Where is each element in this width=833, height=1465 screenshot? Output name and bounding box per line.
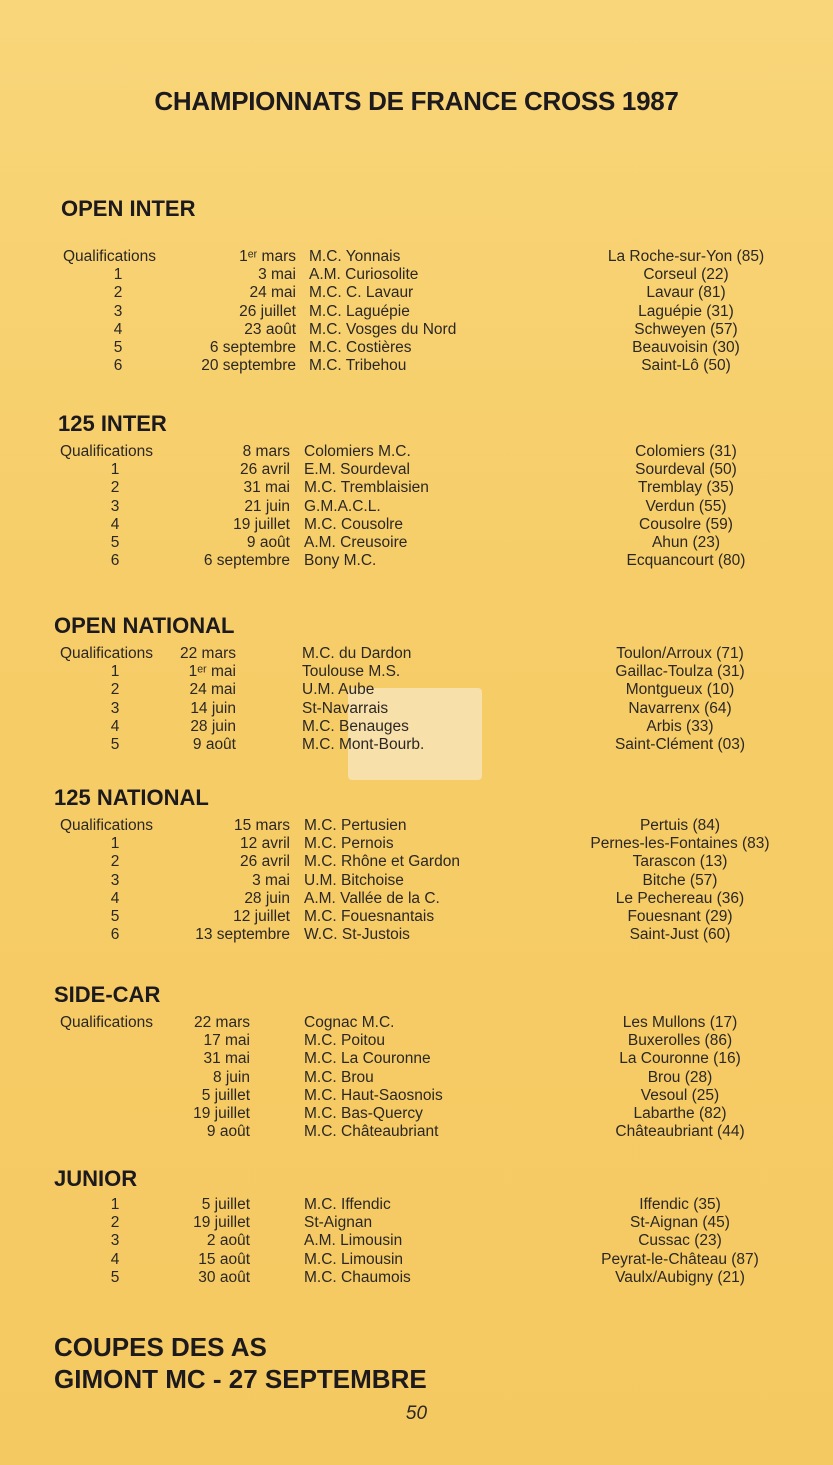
round-number: Qualifications — [63, 248, 157, 265]
organizer-club: M.C. Poitou — [304, 1032, 385, 1050]
event-date: 14 juin — [190, 699, 236, 717]
event-location: Sourdeval (50) — [635, 461, 737, 479]
table-row — [0, 534, 833, 552]
round-number: 5 — [113, 339, 123, 356]
event-location: Laguépie (31) — [638, 302, 734, 320]
table-row — [0, 266, 833, 284]
event-location: Navarrenx (64) — [628, 699, 732, 717]
event-date: 9 août — [192, 736, 236, 753]
event-date: 8 juin — [212, 1068, 250, 1086]
coupes-line-2: GIMONT MC - 27 SEPTEMBRE — [54, 1364, 427, 1394]
event-location: Cussac (23) — [638, 1232, 722, 1250]
event-location: Colomiers (31) — [635, 443, 737, 460]
event-location: Saint-Lô (50) — [641, 357, 731, 375]
event-location: Vesoul (25) — [640, 1086, 720, 1104]
event-location: Le Pechereau (36) — [615, 889, 745, 907]
event-date: 2 août — [206, 1232, 250, 1250]
organizer-club: M.C. Limousin — [304, 1250, 404, 1268]
round-number: 4 — [113, 320, 123, 338]
section-title: OPEN INTER — [61, 196, 196, 221]
round-number: 2 — [110, 681, 120, 699]
organizer-club: M.C. Pertusien — [304, 817, 407, 834]
event-location: Vaulx/Aubigny (21) — [615, 1268, 745, 1286]
event-date: 13 septembre — [195, 926, 290, 944]
event-date: 1ᵉʳ mai — [188, 663, 236, 681]
section-title: 125 INTER — [58, 411, 167, 436]
table-row — [0, 890, 833, 908]
round-number: 1 — [110, 461, 120, 479]
table-row — [0, 1032, 833, 1050]
table-row — [0, 1105, 833, 1123]
organizer-club: Colomiers M.C. — [304, 443, 411, 460]
event-location: Ecquancourt (80) — [626, 552, 746, 570]
table-row — [0, 1214, 833, 1232]
event-date: 12 avril — [240, 835, 290, 853]
organizer-club: M.C. Costières — [309, 339, 412, 356]
section-title: 125 NATIONAL — [54, 785, 209, 810]
section-title: OPEN NATIONAL — [54, 613, 235, 638]
event-location: Saint-Clément (03) — [614, 736, 746, 753]
table-row — [0, 1087, 833, 1105]
table-row — [0, 443, 833, 461]
event-date: 6 septembre — [209, 339, 296, 356]
event-location: St-Aignan (45) — [630, 1214, 730, 1232]
event-date: 9 août — [206, 1123, 250, 1141]
organizer-club: U.M. Bitchoise — [304, 871, 404, 889]
event-location: La Roche-sur-Yon (85) — [607, 248, 765, 265]
event-location: Beauvoisin (30) — [632, 339, 740, 356]
event-date: 26 avril — [240, 461, 290, 479]
organizer-club: M.C. Bas-Quercy — [304, 1105, 423, 1122]
organizer-club: Toulouse M.S. — [302, 663, 401, 681]
table-row — [0, 663, 833, 681]
organizer-club: M.C. Yonnais — [309, 248, 401, 265]
event-date: 21 juin — [244, 497, 290, 515]
section-title: SIDE-CAR — [54, 982, 161, 1007]
event-location: Cousolre (59) — [639, 515, 733, 533]
round-number: Qualifications — [60, 1014, 154, 1031]
organizer-club: M.C. Brou — [304, 1068, 374, 1086]
event-date: 31 mai — [203, 1050, 250, 1068]
organizer-club: M.C. Benauges — [302, 717, 409, 735]
round-number: 6 — [110, 926, 120, 944]
event-date: 6 septembre — [203, 552, 290, 570]
round-number: 3 — [113, 302, 123, 320]
event-date: 12 juillet — [233, 908, 290, 925]
event-date: 28 juin — [190, 717, 236, 735]
event-location: Saint-Just (60) — [629, 926, 731, 944]
event-location: Les Mullons (17) — [622, 1014, 738, 1031]
event-date: 19 juillet — [193, 1214, 250, 1232]
event-location: Labarthe (82) — [633, 1105, 727, 1122]
event-date: 19 juillet — [193, 1105, 250, 1122]
event-date: 17 mai — [203, 1032, 250, 1050]
round-number: 2 — [110, 479, 120, 497]
event-location: Gaillac-Toulza (31) — [615, 663, 745, 681]
event-location: Arbis (33) — [646, 717, 714, 735]
organizer-club: M.C. Iffendic — [304, 1196, 391, 1213]
event-date: 30 août — [198, 1268, 250, 1286]
organizer-club: St-Navarrais — [302, 699, 389, 717]
table-row — [0, 1232, 833, 1250]
event-location: Bitche (57) — [642, 871, 718, 889]
organizer-club: M.C. La Couronne — [304, 1050, 431, 1068]
round-number: 5 — [110, 908, 120, 925]
organizer-club: Bony M.C. — [304, 552, 377, 570]
table-row — [0, 908, 833, 926]
event-location: Brou (28) — [647, 1068, 713, 1086]
table-row — [0, 1050, 833, 1068]
event-date: 3 mai — [252, 871, 290, 889]
organizer-club: M.C. C. Lavaur — [309, 284, 414, 302]
coupes-line-1: COUPES DES AS — [54, 1332, 267, 1362]
round-number: 1 — [113, 266, 123, 284]
organizer-club: M.C. Laguépie — [309, 302, 410, 320]
round-number: 3 — [110, 699, 120, 717]
table-row — [0, 552, 833, 570]
round-number: Qualifications — [60, 645, 154, 662]
event-location: Pernes-les-Fontaines (83) — [590, 835, 770, 853]
round-number: 4 — [110, 889, 120, 907]
round-number: 2 — [110, 853, 120, 871]
section-title: JUNIOR — [54, 1166, 138, 1191]
organizer-club: M.C. Chaumois — [304, 1268, 411, 1286]
event-location: Buxerolles (86) — [627, 1032, 733, 1050]
table-row — [0, 357, 833, 375]
event-date: 28 juin — [244, 889, 290, 907]
round-number: 1 — [110, 1196, 120, 1213]
event-date: 31 mai — [243, 479, 290, 497]
table-row — [0, 284, 833, 302]
organizer-club: E.M. Sourdeval — [304, 461, 410, 479]
event-location: La Couronne (16) — [619, 1050, 741, 1068]
event-date: 5 juillet — [201, 1086, 250, 1104]
organizer-club: W.C. St-Justois — [304, 926, 410, 944]
organizer-club: A.M. Creusoire — [304, 534, 408, 551]
event-date: 3 mai — [258, 266, 296, 284]
organizer-club: A.M. Limousin — [304, 1232, 403, 1250]
organizer-club: M.C. Fouesnantais — [304, 908, 435, 925]
table-row — [0, 645, 833, 663]
event-location: Iffendic (35) — [639, 1196, 721, 1213]
event-location: Tremblay (35) — [638, 479, 734, 497]
round-number: 1 — [110, 835, 120, 853]
event-date: 24 mai — [249, 284, 296, 302]
event-location: Schweyen (57) — [634, 320, 738, 338]
event-location: Châteaubriant (44) — [615, 1123, 745, 1141]
organizer-club: M.C. du Dardon — [302, 645, 412, 662]
event-location: Tarascon (13) — [632, 853, 728, 871]
table-row — [0, 1196, 833, 1214]
event-date: 15 mars — [234, 817, 290, 834]
event-location: Lavaur (81) — [646, 284, 726, 302]
event-location: Peyrat-le-Château (87) — [601, 1250, 759, 1268]
event-date: 9 août — [246, 534, 290, 551]
event-location: Toulon/Arroux (71) — [616, 645, 744, 662]
event-location: Montgueux (10) — [625, 681, 735, 699]
table-row — [0, 1014, 833, 1032]
event-location: Corseul (22) — [643, 266, 729, 284]
table-row — [0, 700, 833, 718]
organizer-club: A.M. Vallée de la C. — [304, 889, 440, 907]
organizer-club: M.C. Cousolre — [304, 515, 404, 533]
organizer-club: M.C. Vosges du Nord — [309, 320, 457, 338]
round-number: 3 — [110, 871, 120, 889]
table-row — [0, 303, 833, 321]
round-number: 4 — [110, 1250, 120, 1268]
table-row — [0, 1069, 833, 1087]
event-location: Fouesnant (29) — [627, 908, 733, 925]
organizer-club: M.C. Châteaubriant — [304, 1123, 439, 1141]
round-number: 5 — [110, 1268, 120, 1286]
table-row — [0, 461, 833, 479]
round-number: 4 — [110, 717, 120, 735]
event-date: 19 juillet — [233, 515, 290, 533]
organizer-club: M.C. Rhône et Gardon — [304, 853, 460, 871]
event-date: 26 juillet — [239, 302, 296, 320]
table-row — [0, 1123, 833, 1141]
organizer-club: M.C. Tribehou — [309, 357, 407, 375]
round-number: 6 — [110, 552, 120, 570]
organizer-club: Cognac M.C. — [304, 1014, 395, 1031]
event-date: 23 août — [244, 320, 296, 338]
table-row — [0, 926, 833, 944]
event-location: Verdun (55) — [645, 497, 727, 515]
table-row — [0, 339, 833, 357]
page-title: CHAMPIONNATS DE FRANCE CROSS 1987 — [154, 86, 679, 116]
table-row — [0, 479, 833, 497]
table-row — [0, 681, 833, 699]
event-date: 24 mai — [189, 681, 236, 699]
event-date: 1ᵉʳ mars — [239, 248, 296, 265]
organizer-club: M.C. Haut-Saosnois — [304, 1086, 443, 1104]
table-row — [0, 516, 833, 534]
event-location: Ahun (23) — [651, 534, 721, 551]
round-number: Qualifications — [60, 443, 154, 460]
table-row — [0, 1269, 833, 1287]
table-row — [0, 853, 833, 871]
table-row — [0, 872, 833, 890]
event-date: 26 avril — [240, 853, 290, 871]
round-number: 5 — [110, 534, 120, 551]
organizer-club: U.M. Aube — [302, 681, 375, 699]
table-row — [0, 498, 833, 516]
organizer-club: M.C. Tremblaisien — [304, 479, 429, 497]
round-number: 1 — [110, 663, 120, 681]
event-date: 5 juillet — [201, 1196, 250, 1213]
organizer-club: St-Aignan — [304, 1214, 373, 1232]
organizer-club: A.M. Curiosolite — [309, 266, 419, 284]
round-number: 5 — [110, 736, 120, 753]
table-row — [0, 321, 833, 339]
round-number: 4 — [110, 515, 120, 533]
organizer-club: G.M.A.C.L. — [304, 497, 381, 515]
round-number: 2 — [110, 1214, 120, 1232]
organizer-club: M.C. Pernois — [304, 835, 394, 853]
event-date: 22 mars — [194, 1014, 250, 1031]
round-number: 3 — [110, 1232, 120, 1250]
round-number: 3 — [110, 497, 120, 515]
round-number: 6 — [113, 357, 123, 375]
table-row — [0, 736, 833, 754]
table-row — [0, 248, 833, 266]
event-date: 20 septembre — [201, 357, 296, 375]
table-row — [0, 1251, 833, 1269]
event-date: 8 mars — [242, 443, 290, 460]
page-number: 50 — [405, 1403, 428, 1424]
event-date: 15 août — [198, 1250, 250, 1268]
round-number: Qualifications — [60, 817, 154, 834]
event-location: Pertuis (84) — [639, 817, 721, 834]
table-row — [0, 835, 833, 853]
round-number: 2 — [113, 284, 123, 302]
table-row — [0, 718, 833, 736]
table-row — [0, 817, 833, 835]
organizer-club: M.C. Mont-Bourb. — [302, 736, 425, 753]
event-date: 22 mars — [180, 645, 236, 662]
